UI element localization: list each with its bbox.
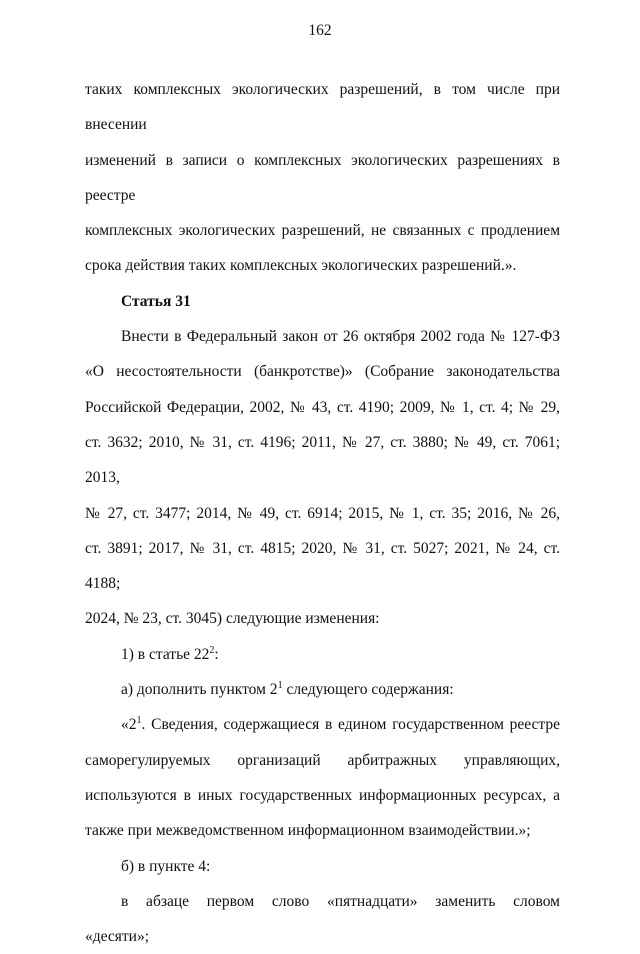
text-line: саморегулируемых организаций арбитражных управляющих,	[85, 751, 560, 769]
paragraph-continuation	[85, 72, 560, 284]
paragraph-amendment	[85, 884, 560, 954]
document-body	[85, 72, 560, 954]
text-line: изменений в записи о комплексных экологических разрешениях в реестре	[85, 151, 560, 204]
text-line: комплексных экологических разрешений, не связанных с продлением	[85, 222, 560, 240]
article-heading: Статья 31	[121, 292, 191, 310]
text-line: «О несостоятельности (банкротстве)» (Собрание законодательства	[85, 363, 560, 381]
list-item-1: 1) в статье $22^2$:	[121, 644, 219, 663]
text-line: «десяти»;	[85, 928, 150, 946]
text-line: в абзаце первом слово «пятнадцати» заменить словом	[121, 892, 560, 910]
text-line: ст. 3891; 2017, № 31, ст. 4815; 2020, № 31, ст. 5027; 2021, № 24, ст. 4188;	[85, 539, 560, 593]
page-number: 162	[308, 22, 332, 39]
paragraph-article-intro	[85, 319, 560, 637]
text-line: Российской Федерации, 2002, № 43, ст. 4190; 2009, № 1, ст. 4; № 29,	[85, 398, 560, 416]
text-line: ст. 3632; 2010, № 31, ст. 4196; 2011, № 27, ст. 3880; № 49, ст. 7061; 2013,	[85, 433, 560, 487]
text-line: № 27, ст. 3477; 2014, № 49, ст. 6914; 2015, № 1, ст. 35; 2016, № 26,	[85, 504, 560, 522]
text-line: срока действия таких комплексных экологических разрешений.».	[85, 257, 517, 275]
text-line: таких комплексных экологических разрешений, в том числе при внесении	[85, 81, 560, 134]
list-item-a: а) дополнить пунктом $2^1$ следующего содержания:	[121, 679, 454, 699]
text-line: используются в иных государственных информационных ресурсах, а	[85, 786, 560, 804]
list-item-b: б) в пункте 4:	[121, 857, 211, 875]
text-line: 2024, № 23, ст. 3045) следующие изменения:	[85, 610, 380, 628]
text-line: также при межведомственном информационном взаимодействии.»;	[85, 822, 531, 840]
quoted-paragraph	[85, 707, 560, 848]
text-line: «$2^1$. Сведения, содержащиеся в едином государственном реестре	[121, 715, 560, 734]
text-line: Внести в Федеральный закон от 26 октября 2002 года № 127-ФЗ	[121, 328, 560, 346]
